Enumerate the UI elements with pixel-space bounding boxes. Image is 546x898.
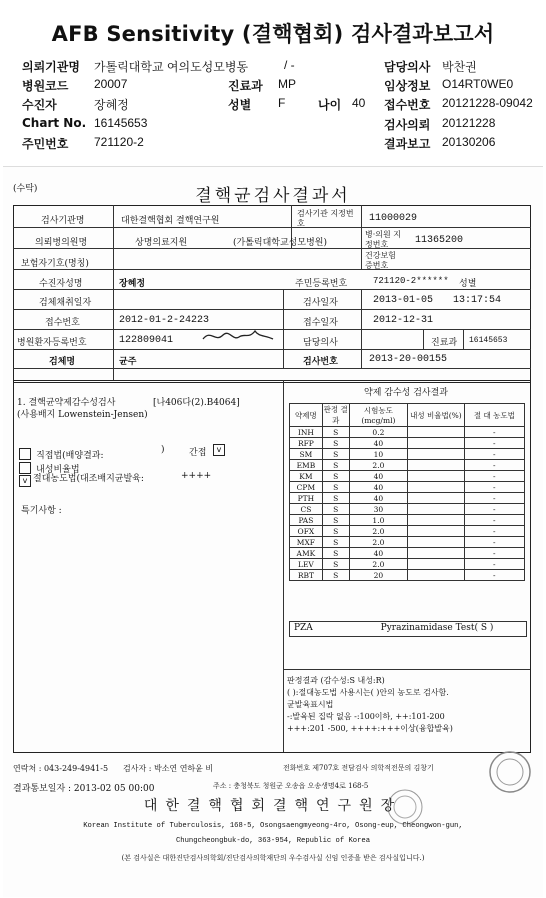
official-seal bbox=[385, 787, 425, 827]
receipt-no-value: 20121228-09042 bbox=[442, 96, 533, 110]
direct-close: ) bbox=[161, 445, 165, 455]
designated-label: 검사기관 지정번호 bbox=[297, 209, 354, 228]
health-card-label: 건강보험 증번호 bbox=[365, 251, 396, 270]
drug-row bbox=[290, 482, 525, 493]
drug-row bbox=[290, 471, 525, 482]
drug-abs: - bbox=[464, 482, 524, 493]
insurance-label: 보험자기호(명칭) bbox=[21, 259, 89, 269]
department-value: MP bbox=[278, 77, 296, 91]
drug-abs: - bbox=[464, 559, 524, 570]
drug-row bbox=[290, 526, 525, 537]
footer-institute: 대한결핵협회결핵연구원장 bbox=[143, 798, 403, 814]
drug-row bbox=[290, 570, 525, 581]
drug-name: PAS bbox=[290, 515, 323, 526]
sens-header-cell: 판정 결과 bbox=[323, 405, 348, 425]
drug-result: S bbox=[322, 460, 349, 471]
drug-row bbox=[290, 515, 525, 526]
info-grid bbox=[13, 205, 531, 383]
test-name: 1. 결핵균약제감수성검사 bbox=[17, 398, 116, 408]
drug-conc: 2.0 bbox=[349, 559, 408, 570]
hosp-designated-value: 11365200 bbox=[415, 235, 464, 246]
specimen-value: 균주 bbox=[119, 357, 137, 367]
absolute-checkbox: v bbox=[19, 475, 31, 487]
footer-address-kr: 주소 : 충청북도 청원군 오송읍 오송생명4로 168-5 bbox=[213, 782, 369, 790]
legend-line: ( ):절대농도법 사용시는( )안의 농도로 검사함. bbox=[287, 688, 449, 697]
drug-row bbox=[290, 504, 525, 515]
form-title: 결핵균검사결과서 bbox=[195, 186, 351, 206]
drug-ratio bbox=[408, 526, 464, 537]
drug-abs: - bbox=[464, 438, 524, 449]
requesting-org-value: 가톨릭대학교 여의도성모병동 bbox=[94, 60, 249, 74]
drug-result: S bbox=[322, 570, 349, 581]
drug-name: CPM bbox=[290, 482, 323, 493]
drug-ratio bbox=[408, 438, 464, 449]
test-date-value: 2013-01-05 bbox=[373, 295, 434, 306]
chart-no-label: Chart No. bbox=[22, 116, 87, 130]
drug-name: PTH bbox=[290, 493, 323, 504]
drug-conc: 40 bbox=[349, 438, 408, 449]
drug-name: KM bbox=[290, 471, 323, 482]
exam-org-label: 검사기관명 bbox=[41, 216, 85, 226]
chart-no-value: 16145653 bbox=[94, 116, 148, 130]
doctor-signature bbox=[199, 325, 279, 347]
resident-no-label: 주민번호 bbox=[22, 137, 69, 151]
drug-abs: - bbox=[464, 427, 524, 438]
drug-ratio bbox=[408, 559, 464, 570]
patient-value: 장혜정 bbox=[94, 98, 129, 112]
indirect-label: 간접 bbox=[189, 448, 207, 458]
drug-result: S bbox=[322, 548, 349, 559]
receipt-date-label: 접수일자 bbox=[303, 318, 338, 328]
drug-name: MXF bbox=[290, 537, 323, 548]
drug-abs: - bbox=[464, 471, 524, 482]
sensitivity-title: 약제 감수성 검사결과 bbox=[364, 388, 448, 398]
footer-license: 전화번호 제707호 전담검사 의학적전문의 김창기 bbox=[283, 764, 434, 772]
hosp-patient-no-label: 병원환자등록번호 bbox=[17, 338, 87, 348]
drug-ratio bbox=[408, 482, 464, 493]
sens-header-cell: 내성 비율법(%) bbox=[408, 404, 464, 427]
receipt-value: 2012-01-2-24223 bbox=[119, 315, 210, 326]
test-date-label: 검사일자 bbox=[303, 298, 338, 308]
drug-name: LEV bbox=[290, 559, 323, 570]
legend-line: 균발육표시법 bbox=[287, 700, 334, 709]
drug-name: INH bbox=[290, 427, 323, 438]
age-value: 40 bbox=[352, 96, 366, 110]
drug-abs: - bbox=[464, 570, 524, 581]
clinical-info-label: 임상정보 bbox=[384, 79, 431, 93]
drug-abs: - bbox=[464, 537, 524, 548]
drug-ratio bbox=[408, 515, 464, 526]
receipt-date-value: 2012-12-31 bbox=[373, 315, 434, 326]
drug-abs: - bbox=[464, 460, 524, 471]
patient-name-value: 장혜정 bbox=[119, 279, 146, 289]
age-label: 나이 bbox=[318, 98, 342, 112]
drug-row bbox=[290, 438, 525, 449]
result-report-label: 결과보고 bbox=[384, 137, 431, 151]
drug-conc: 2.0 bbox=[349, 537, 408, 548]
exam-no-label: 검사번호 bbox=[303, 357, 338, 367]
designated-value: 11000029 bbox=[369, 213, 418, 224]
drug-row bbox=[290, 449, 525, 460]
drug-row bbox=[290, 537, 525, 548]
drug-ratio bbox=[408, 427, 464, 438]
drug-conc: 20 bbox=[349, 570, 408, 581]
test-result-form bbox=[13, 181, 533, 881]
result-report-value: 20130206 bbox=[442, 135, 496, 149]
drug-ratio bbox=[408, 548, 464, 559]
requesting-org-label: 의뢰기관명 bbox=[22, 60, 80, 74]
doctor-doc-label: 담당의사 bbox=[303, 338, 338, 348]
absolute-label: 절대농도법(대조배지균발육: bbox=[33, 474, 144, 484]
req-hospital-label: 의뢰병의원명 bbox=[35, 238, 88, 248]
drug-result: S bbox=[322, 493, 349, 504]
drug-ratio bbox=[408, 537, 464, 548]
drug-result: S bbox=[322, 482, 349, 493]
exam-org-value: 대한결핵협회 결핵연구원 bbox=[121, 216, 220, 226]
footer-address-en1: Korean Institute of Tuberculosis, 168-5, Osongsaengmyeong-4ro, Osong-eup, Cheongwon-gun, bbox=[83, 822, 463, 830]
sens-header-cell: 약제명 bbox=[290, 404, 323, 427]
drug-result: S bbox=[322, 515, 349, 526]
exam-no-value: 2013-20-00155 bbox=[369, 354, 448, 365]
drug-abs: - bbox=[464, 548, 524, 559]
footer-report-date: 결과통보일자 : 2013-02 05 00:00 bbox=[13, 784, 155, 794]
req-hospital-value: 상명의료지원 bbox=[135, 238, 188, 248]
test-code: [나406다(2).B4064] bbox=[153, 398, 240, 408]
test-request-value: 20121228 bbox=[442, 116, 496, 130]
department-label: 진료과 bbox=[228, 79, 263, 93]
drug-abs: - bbox=[464, 504, 524, 515]
resident-label: 주민등록번호 bbox=[295, 279, 348, 289]
drug-name: RFP bbox=[290, 438, 323, 449]
scanned-document bbox=[3, 166, 543, 897]
drug-result: S bbox=[322, 504, 349, 515]
drug-row bbox=[290, 559, 525, 570]
resident-value: 721120-2****** bbox=[373, 276, 449, 286]
direct-label: 직접법(배양결과: bbox=[36, 451, 104, 461]
drug-conc: 1.0 bbox=[349, 515, 408, 526]
drug-conc: 40 bbox=[349, 548, 408, 559]
drug-ratio bbox=[408, 504, 464, 515]
drug-conc: 40 bbox=[349, 482, 408, 493]
resistance-ratio-label: 내성비율법 bbox=[36, 465, 80, 475]
drug-ratio bbox=[408, 460, 464, 471]
patient-label: 수진자 bbox=[22, 98, 57, 112]
drug-ratio bbox=[408, 493, 464, 504]
drug-result: S bbox=[322, 559, 349, 570]
drug-name: RBT bbox=[290, 570, 323, 581]
drug-row bbox=[290, 548, 525, 559]
drug-abs: - bbox=[464, 515, 524, 526]
specimen-label: 검체명 bbox=[49, 357, 76, 367]
drug-conc: 2.0 bbox=[349, 526, 408, 537]
drug-result: S bbox=[322, 526, 349, 537]
drug-name: EMB bbox=[290, 460, 323, 471]
hosp-designated-label: 병·의원 지정번호 bbox=[365, 230, 401, 249]
drug-abs: - bbox=[464, 526, 524, 537]
pza-name: PZA bbox=[294, 623, 313, 633]
test-time-value: 13:17:54 bbox=[453, 295, 502, 306]
hospital-code-label: 병원코드 bbox=[22, 79, 69, 93]
resident-no-value: 721120-2 bbox=[94, 135, 144, 149]
footer-notice: (본 검사실은 대한진단검사의학회/진단검사의학재단의 우수검사실 신임 인증을 받은 검사실입니다.) bbox=[121, 854, 425, 862]
drug-name: SM bbox=[290, 449, 323, 460]
drug-abs: - bbox=[464, 449, 524, 460]
doctor-value: 박찬권 bbox=[442, 60, 477, 74]
dept-doc-value: 16145653 bbox=[469, 336, 508, 345]
doctor-label: 담당의사 bbox=[384, 60, 431, 74]
sens-header-cell: 시험농도 (mcg/ml) bbox=[349, 404, 408, 427]
absolute-method bbox=[19, 470, 31, 489]
sex-doc-label: 성별 bbox=[459, 279, 477, 289]
receipt-no-label: 접수번호 bbox=[384, 98, 431, 112]
footer-phone: 연락처 : 043-249-4941-5 bbox=[13, 764, 109, 773]
req-hospital-note: (가톨릭대학교성모병원) bbox=[233, 238, 327, 248]
drug-result: S bbox=[322, 449, 349, 460]
sensitivity-table bbox=[289, 403, 525, 581]
drug-conc: 40 bbox=[349, 471, 408, 482]
legend-line: -:발육된 집락 없음 -:100이하, ++:101-200 bbox=[287, 712, 445, 721]
form-tag: (수탁) bbox=[13, 184, 38, 194]
requesting-org-sep: / - bbox=[284, 58, 295, 72]
footer-address-en2: Chungcheongbuk-do, 363-954, Republic of Korea bbox=[175, 837, 371, 845]
pza-value: Pyrazinamidase Test( S ) bbox=[380, 623, 494, 633]
sens-header-cell: 절 대 농도법 bbox=[464, 404, 524, 427]
drug-row bbox=[290, 427, 525, 438]
footer-examiner: 검사자 : 박소연 연하윤 비 bbox=[123, 764, 214, 773]
legend-line: +++:201 -500, ++++:+++이상(융합발육) bbox=[287, 724, 453, 733]
culture-medium: (사용배지 Lowenstein-Jensen) bbox=[17, 410, 148, 420]
dept-doc-label: 진료과 bbox=[431, 338, 458, 348]
sex-label: 성별 bbox=[228, 98, 252, 112]
drug-result: S bbox=[322, 471, 349, 482]
drug-conc: 10 bbox=[349, 449, 408, 460]
drug-result: S bbox=[322, 427, 349, 438]
drug-ratio bbox=[408, 471, 464, 482]
drug-result: S bbox=[322, 438, 349, 449]
patient-name-label: 수진자성명 bbox=[39, 279, 83, 289]
report-title: AFB Sensitivity (결핵협회) 검사결과보고서 bbox=[51, 22, 495, 46]
drug-name: OFX bbox=[290, 526, 323, 537]
drug-result: S bbox=[322, 537, 349, 548]
drug-conc: 30 bbox=[349, 504, 408, 515]
drug-abs: - bbox=[464, 493, 524, 504]
test-request-label: 검사의뢰 bbox=[384, 118, 431, 132]
drug-ratio bbox=[408, 570, 464, 581]
receipt-label: 접수번호 bbox=[45, 318, 80, 328]
drug-name: AMK bbox=[290, 548, 323, 559]
legend-line: 판정결과 (감수성:S 내성:R) bbox=[287, 676, 385, 685]
collect-date-label: 검체채취일자 bbox=[39, 298, 92, 308]
legend-list bbox=[287, 675, 527, 735]
hospital-code-value: 20007 bbox=[94, 77, 128, 91]
sex-value: F bbox=[278, 96, 286, 110]
drug-conc: 2.0 bbox=[349, 460, 408, 471]
drug-row bbox=[290, 493, 525, 504]
circular-stamp bbox=[487, 749, 533, 795]
hosp-patient-no-value: 122809041 bbox=[119, 335, 174, 346]
drug-row bbox=[290, 460, 525, 471]
drug-name: CS bbox=[290, 504, 323, 515]
remarks-label: 특기사항 : bbox=[21, 506, 62, 516]
indirect-checkbox: v bbox=[213, 444, 225, 456]
clinical-info-value: O14RT0WE0 bbox=[442, 77, 514, 91]
absolute-value: ++++ bbox=[181, 471, 212, 481]
pza-row bbox=[289, 621, 527, 637]
drug-ratio bbox=[408, 449, 464, 460]
drug-conc: 40 bbox=[349, 493, 408, 504]
drug-conc: 0.2 bbox=[349, 427, 408, 438]
